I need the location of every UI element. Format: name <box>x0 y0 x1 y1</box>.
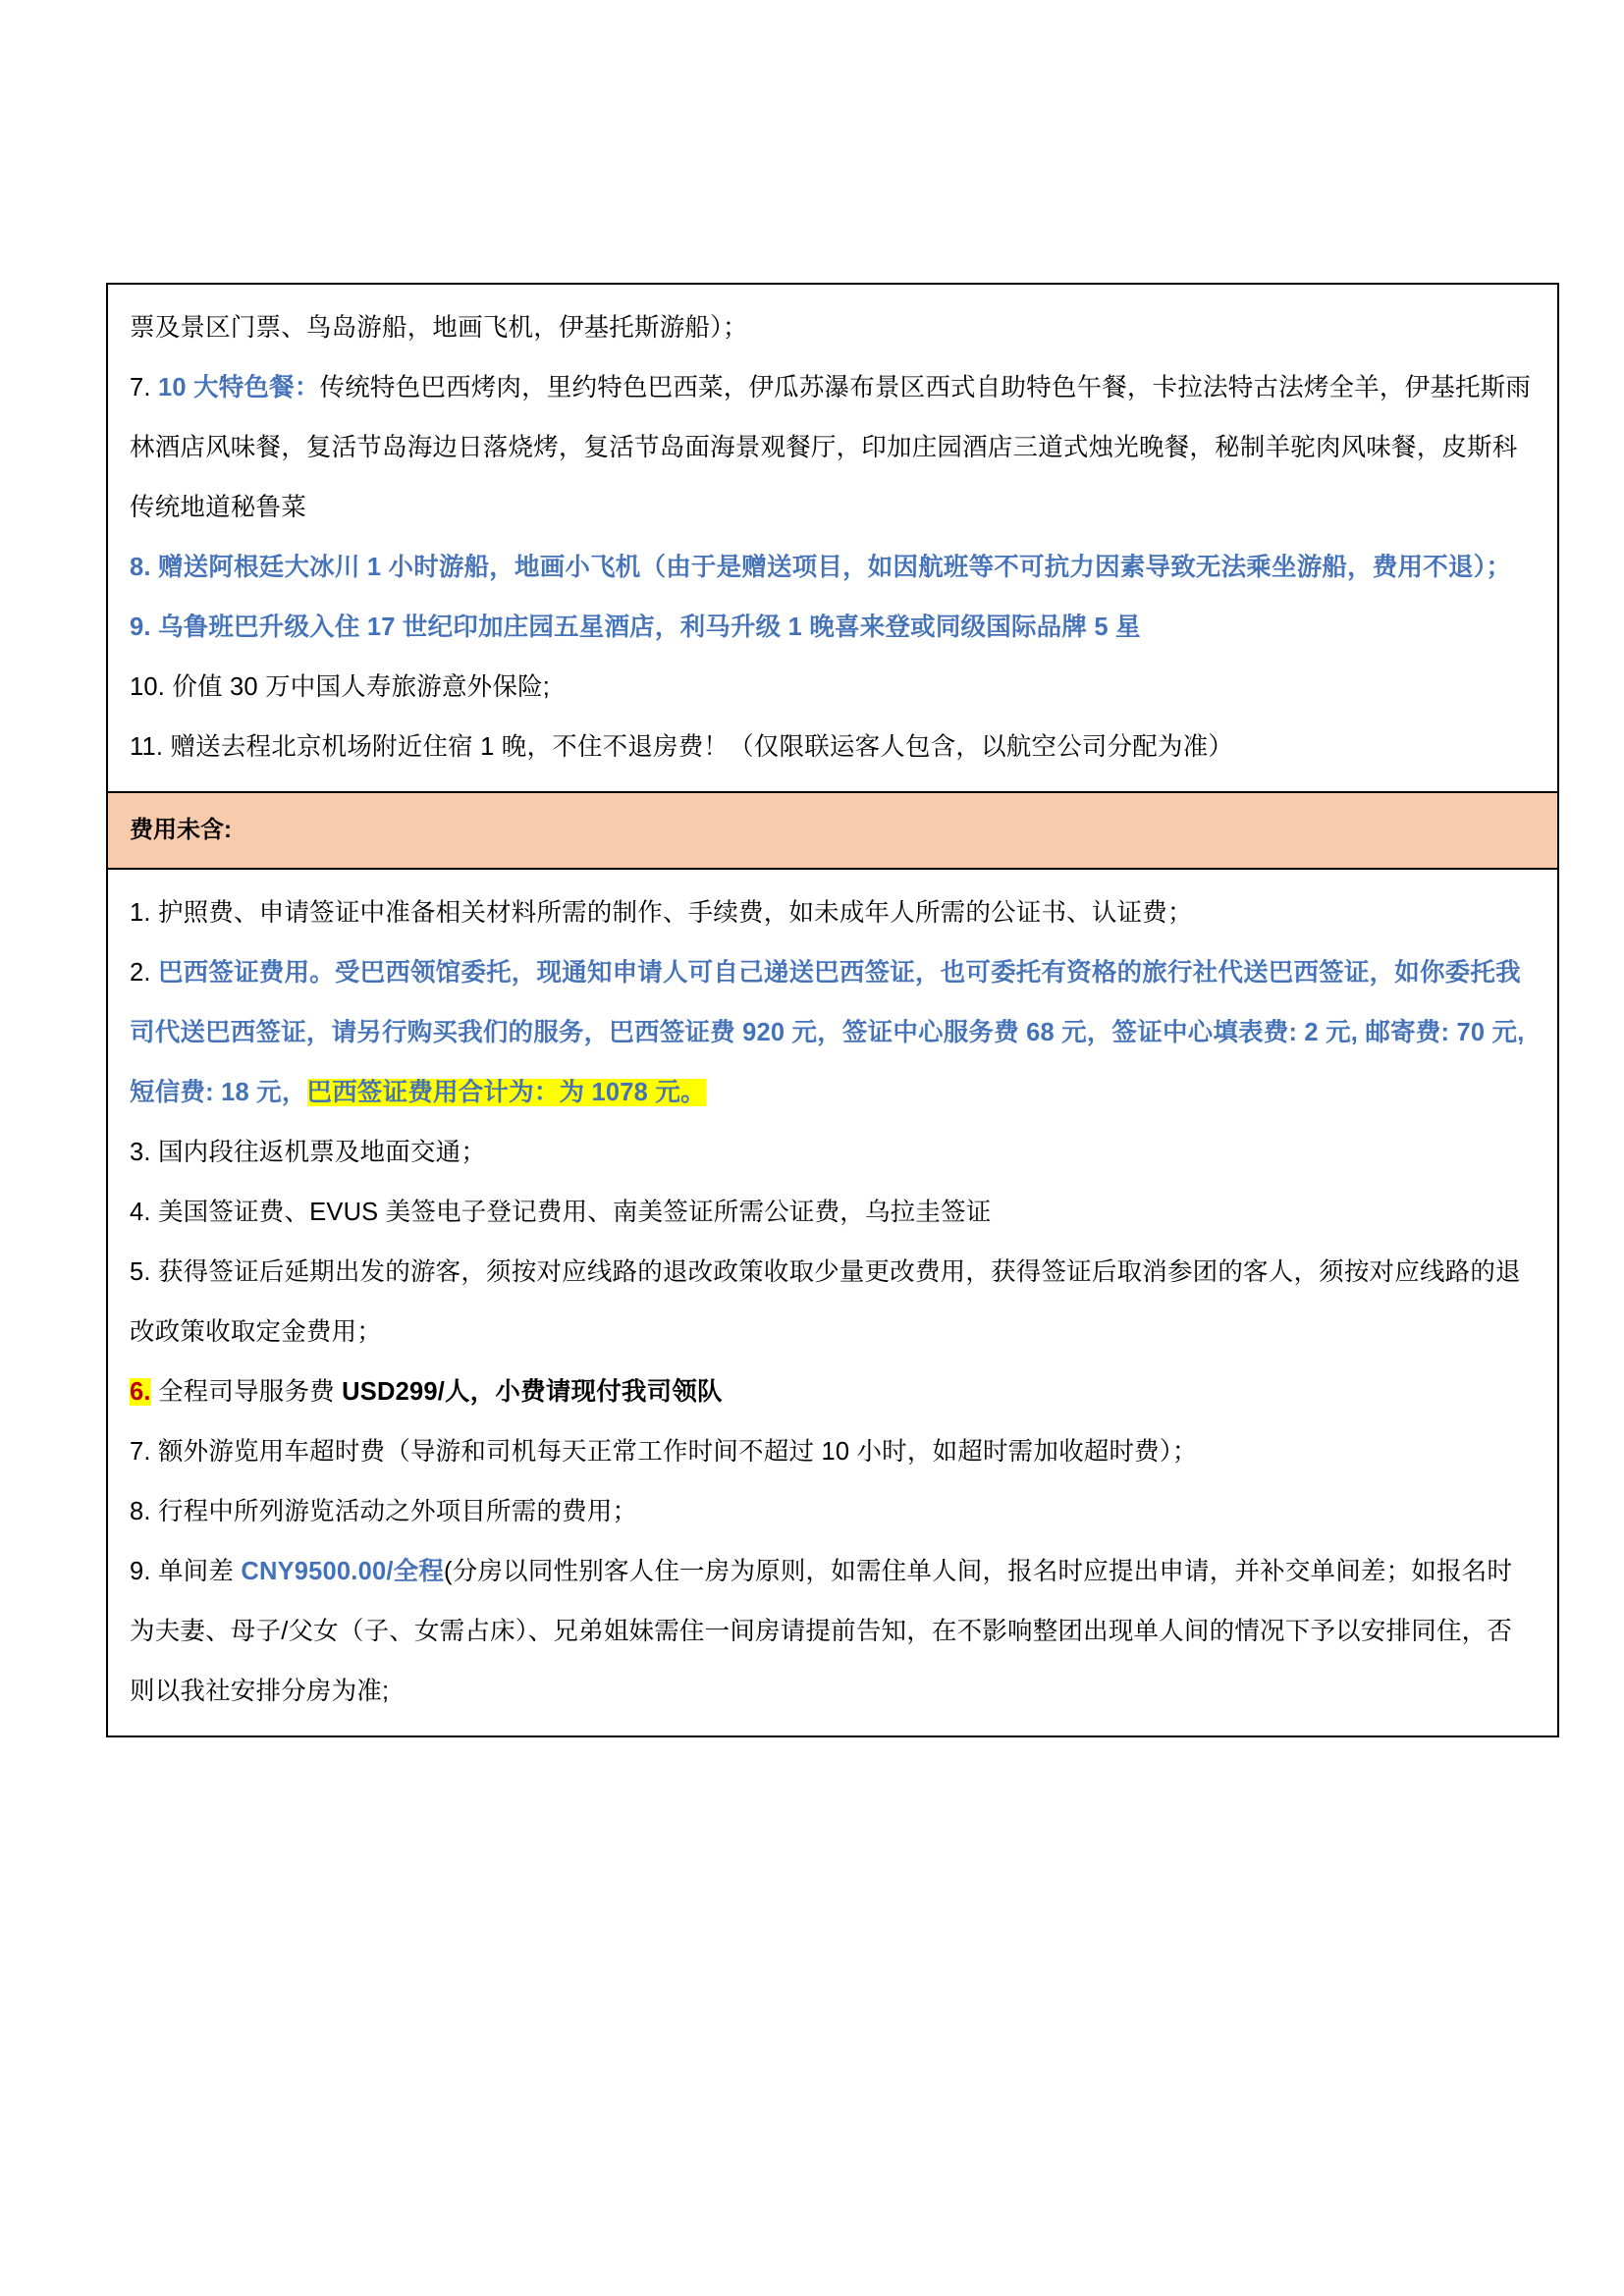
excluded-item-1: 1. 护照费、申请签证中准备相关材料所需的制作、手续费，如未成年人所需的公证书、认证费； <box>130 899 1193 927</box>
excluded-item9-amount: CNY9500.00/全程 <box>241 1558 445 1585</box>
item7-blue-label: 10 大特色餐 <box>157 374 295 401</box>
excluded-item6-number-highlight: 6. <box>130 1378 151 1406</box>
included-item-8: 8. 赠送阿根廷大冰川 1 小时游船，地画小飞机（由于是赠送项目，如因航班等不可抗力因素导致无法乘坐游船，费用不退）； <box>130 554 1512 581</box>
excluded-items-cell <box>108 870 1557 1735</box>
excluded-item2-number: 2. <box>130 959 151 987</box>
excluded-section-header-row <box>108 791 1557 870</box>
item7-body: 传统特色巴西烤肉，里约特色巴西菜，伊瓜苏瀑布景区西式自助特色午餐，卡拉法特古法烤全羊，伊基托斯雨林酒店风味餐，复活节岛海边日落烧烤，复活节岛面海景观餐厅，印加庄园酒店三道式烛光晚餐，秘制羊驼肉风味餐，皮斯科传统地道秘鲁菜 <box>130 374 1532 521</box>
continued-line: 票及景区门票、鸟岛游船，地画飞机，伊基托斯游船）； <box>130 314 748 342</box>
cost-details-table <box>106 283 1559 1737</box>
excluded-section-header-label: 费用未含: <box>130 817 232 843</box>
excluded-item6-text: 全程司导服务费 <box>150 1378 343 1406</box>
item7-number: 7. <box>130 374 151 401</box>
excluded-item-9 <box>130 1542 1536 1722</box>
included-item-7 <box>130 358 1536 538</box>
item7-colon: ： <box>294 374 320 401</box>
excluded-item-8: 8. 行程中所列游览活动之外项目所需的费用； <box>130 1498 638 1525</box>
excluded-item6-bold-text: USD299/人，小费请现付我司领队 <box>342 1378 723 1406</box>
excluded-item-4: 4. 美国签证费、EVUS 美签电子登记费用、南美签证所需公证费，乌拉圭签证 <box>130 1199 992 1226</box>
included-item-10: 10. 价值 30 万中国人寿旅游意外保险; <box>130 673 551 701</box>
included-item-9: 9. 乌鲁班巴升级入住 17 世纪印加庄园五星酒店，利马升级 1 晚喜来登或同级国际品牌 5 星 <box>130 614 1141 641</box>
excluded-item-3: 3. 国内段往返机票及地面交通； <box>130 1139 487 1166</box>
excluded-item-5: 5. 获得签证后延期出发的游客，须按对应线路的退改政策收取少量更改费用，获得签证后取消参团的客人，须按对应线路的退改政策收取定金费用； <box>130 1258 1521 1346</box>
excluded-item-2 <box>130 943 1536 1123</box>
excluded-item2-blue-text: 巴西签证费用。受巴西领馆委托，现通知申请人可自己递送巴西签证，也可委托有资格的旅行社代送巴西签证，如你委托我司代送巴西签证，请另行购买我们的服务，巴西签证费 920 元，签证中心服务费 68 元，签证中心填表费: 2 元, 邮寄费: 70 元, 短信费: 18 元， <box>130 959 1525 1106</box>
excluded-item-7: 7. 额外游览用车超时费（导游和司机每天正常工作时间不超过 10 小时，如超时需加收超时费）； <box>130 1438 1198 1466</box>
excluded-item2-total-highlight: 巴西签证费用合计为：为 1078 元。 <box>306 1079 706 1106</box>
included-items-cell <box>108 285 1557 791</box>
included-item-11: 11. 赠送去程北京机场附近住宿 1 晚，不住不退房费！（仅限联运客人包含，以航空公司分配为准） <box>130 733 1234 761</box>
excluded-item-6 <box>130 1362 1536 1422</box>
excluded-item9-prefix: 9. 单间差 <box>130 1558 242 1585</box>
excluded-item9-body: (分房以同性别客人住一房为原则，如需住单人间，报名时应提出申请，并补交单间差；如报名时为夫妻、母子/父女（子、女需占床）、兄弟姐妹需住一间房请提前告知，在不影响整团出现单人间的情况下予以安排同住，否则以我社安排分房为准; <box>130 1558 1513 1705</box>
